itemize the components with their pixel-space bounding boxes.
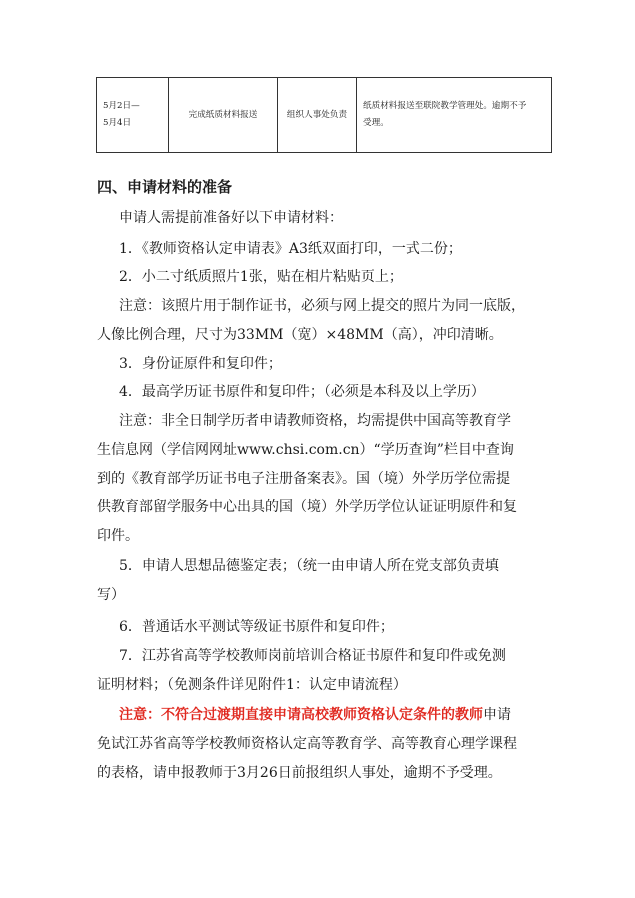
date-cell xyxy=(97,78,169,153)
note-2-line-5: 印件。 xyxy=(97,528,139,544)
list-item-5-line-1: 5．申请人思想品德鉴定表；（统一由申请人所在党支部负责填 xyxy=(119,558,499,574)
section-heading: 四、申请材料的准备 xyxy=(97,178,233,196)
note-3-line-2: 免试江苏省高等学校教师资格认定高等教育学、高等教育心理学课程 xyxy=(97,736,517,752)
note-3-line-3: 的表格，请申报教师于3月26日前报组织人事处，逾期不予受理。 xyxy=(97,765,502,781)
list-item-3: 3．身份证原件和复印件； xyxy=(119,356,282,372)
date-line-2: 5月4日 xyxy=(103,118,132,128)
list-item-6: 6．普通话水平测试等级证书原件和复印件； xyxy=(119,619,394,635)
note-line-1: 纸质材料报送至联院教学管理处。逾期不予 xyxy=(363,101,527,111)
note-2-line-3: 到的《教育部学历证书电子注册备案表》。国（境）外学历学位需提 xyxy=(97,471,510,487)
list-item-7-line-1: 7．江苏省高等学校教师岗前培训合格证书原件和复印件或免测 xyxy=(119,648,506,664)
table-row xyxy=(97,78,552,153)
schedule-table xyxy=(96,77,552,153)
note-2-line-4: 供教育部留学服务中心出具的国（境）外学历学位认证证明原件和复 xyxy=(97,499,517,515)
note-2-line-1: 注意：非全日制学历者申请教师资格，均需提供中国高等教育学 xyxy=(119,413,511,429)
list-item-4: 4．最高学历证书原件和复印件；（必须是本科及以上学历） xyxy=(119,384,485,400)
note-2-line-2: 生信息网（学信网网址www.chsi.com.cn）“学历查询”栏目中查询 xyxy=(97,442,514,458)
list-item-5-line-2: 写） xyxy=(97,587,125,603)
note-line-2: 受理。 xyxy=(363,118,389,128)
date-line-1: 5月2日— xyxy=(103,101,140,111)
task-cell: 完成纸质材料报送 xyxy=(169,78,278,153)
note-3-red-text: 注意：不符合过渡期直接申请高校教师资格认定条件的教师 xyxy=(119,707,483,723)
note-cell xyxy=(357,78,552,153)
list-item-2: 2．小二寸纸质照片1张，贴在相片粘贴页上； xyxy=(119,269,403,285)
note-3-rest-text: 申请 xyxy=(483,707,511,723)
list-item-1: 1．《教师资格认定申请表》A3纸双面打印，一式二份； xyxy=(119,241,462,257)
list-item-7-line-2: 证明材料；（免测条件详见附件1：认定申请流程） xyxy=(97,677,407,693)
responsible-cell: 组织人事处负责 xyxy=(278,78,357,153)
note-3-line-1 xyxy=(119,705,511,725)
note-1-line-1: 注意：该照片用于制作证书，必须与网上提交的照片为同一底版， xyxy=(119,298,525,314)
intro-text: 申请人需提前准备好以下申请材料： xyxy=(119,210,343,226)
note-1-line-2: 人像比例合理，尺寸为33MM（宽）×48MM（高），冲印清晰。 xyxy=(97,327,503,343)
